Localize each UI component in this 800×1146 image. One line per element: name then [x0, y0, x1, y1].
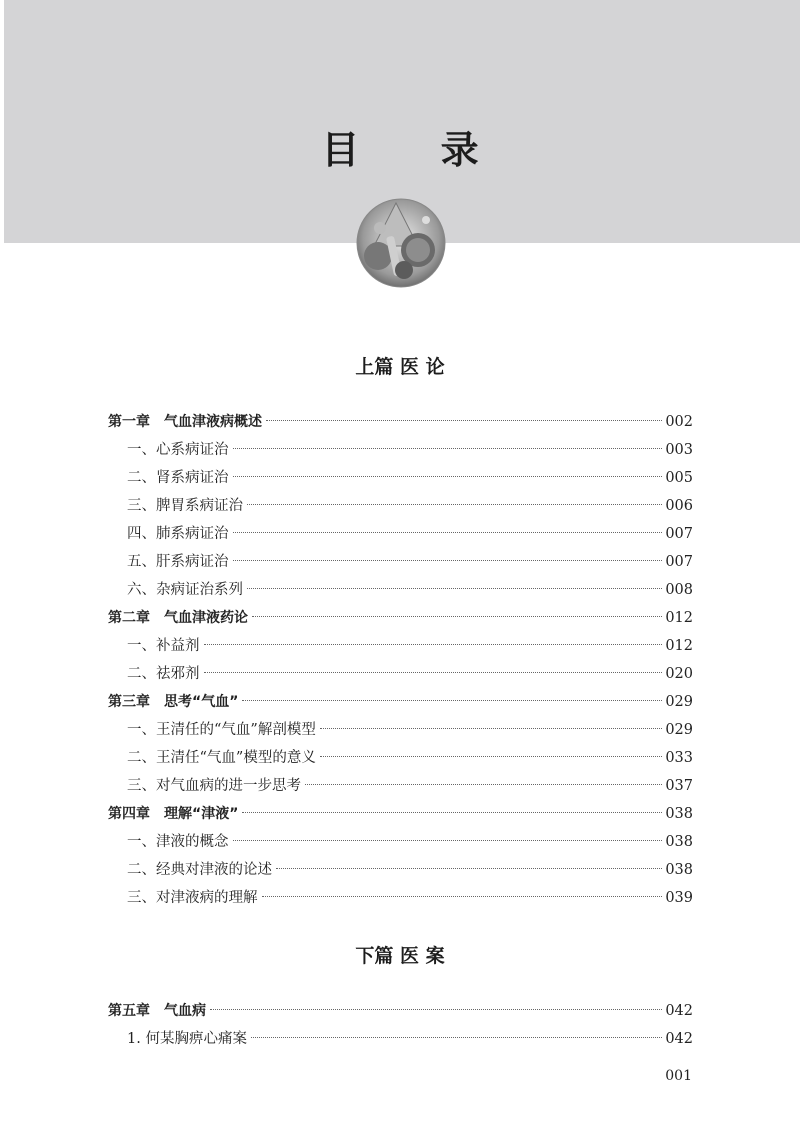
- toc-chapter-entry[interactable]: [108, 800, 693, 828]
- toc-entry-page: 039: [665, 890, 693, 906]
- toc-chapter-entry[interactable]: [108, 688, 693, 716]
- toc-entry-page: 038: [665, 862, 693, 878]
- toc-chapter-entry[interactable]: [108, 997, 693, 1025]
- toc-entry-page: 008: [665, 582, 693, 598]
- dot-leader: [204, 672, 663, 673]
- toc-entry-label: 一、王清任的“气血”解剖模型: [127, 722, 316, 738]
- toc-entry-label: 二、祛邪剂: [127, 666, 200, 682]
- toc-entry-label: 三、脾胃系病证治: [127, 498, 243, 514]
- toc-entry-label: 一、补益剂: [127, 638, 200, 654]
- toc-entry-page: 029: [665, 722, 693, 738]
- dot-leader: [242, 700, 662, 701]
- toc-chapter-entry[interactable]: [108, 408, 693, 436]
- dot-leader: [233, 532, 663, 533]
- toc-section-entry[interactable]: [108, 884, 693, 912]
- toc-section-entry[interactable]: [108, 492, 693, 520]
- toc-entry-label: 第三章 思考“气血”: [108, 694, 239, 710]
- toc-entry-page: 042: [665, 1003, 693, 1019]
- dot-leader: [276, 868, 662, 869]
- dot-leader: [233, 560, 663, 561]
- toc-entry-page: 037: [665, 778, 693, 794]
- toc-entry-page: 003: [665, 442, 693, 458]
- toc-entry-page: 007: [665, 554, 693, 570]
- toc-section-entry[interactable]: [108, 464, 693, 492]
- toc-section-entry[interactable]: [108, 716, 693, 744]
- dot-leader: [210, 1009, 662, 1010]
- toc-section-entry[interactable]: [108, 744, 693, 772]
- dot-leader: [262, 896, 663, 897]
- dot-leader: [320, 728, 662, 729]
- toc-entry-label: 1. 何某胸痹心痛案: [127, 1031, 247, 1047]
- toc-entry-page: 007: [665, 526, 693, 542]
- toc-section-entry[interactable]: [108, 828, 693, 856]
- dot-leader: [305, 784, 662, 785]
- toc-section-entry[interactable]: [108, 520, 693, 548]
- toc-section-entry[interactable]: [108, 1025, 693, 1053]
- toc-entry-label: 二、经典对津液的论述: [127, 862, 272, 878]
- toc-entry-label: 第一章 气血津液病概述: [108, 414, 262, 430]
- toc-entry-page: 012: [665, 610, 693, 626]
- toc-entry-label: 第五章 气血病: [108, 1003, 206, 1019]
- toc-entry-label: 二、王清任“气血”模型的意义: [127, 750, 316, 766]
- toc-list-part-one: [108, 408, 693, 912]
- toc-entry-page: 002: [665, 414, 693, 430]
- dot-leader: [247, 588, 662, 589]
- toc-entry-page: 038: [665, 834, 693, 850]
- dot-leader: [266, 420, 662, 421]
- dot-leader: [242, 812, 662, 813]
- toc-list-part-two: [108, 997, 693, 1053]
- dot-leader: [320, 756, 662, 757]
- toc-entry-page: 042: [665, 1031, 693, 1047]
- toc-entry-label: 第四章 理解“津液”: [108, 806, 239, 822]
- toc-entry-label: 四、肺系病证治: [127, 526, 229, 542]
- page-title: 目 录: [321, 127, 513, 172]
- section-title-part-two: 下篇 医 案: [355, 945, 445, 967]
- toc-section-entry[interactable]: [108, 548, 693, 576]
- herbal-medicine-emblem: [356, 198, 446, 288]
- toc-entry-page: 012: [665, 638, 693, 654]
- toc-section-entry[interactable]: [108, 436, 693, 464]
- toc-entry-label: 五、肝系病证治: [127, 554, 229, 570]
- toc-section-entry[interactable]: [108, 576, 693, 604]
- dot-leader: [204, 644, 663, 645]
- dot-leader: [251, 1037, 662, 1038]
- toc-section-entry[interactable]: [108, 660, 693, 688]
- page-number: 001: [665, 1068, 692, 1084]
- toc-entry-page: 029: [665, 694, 693, 710]
- toc-section-entry[interactable]: [108, 772, 693, 800]
- dot-leader: [233, 840, 663, 841]
- toc-entry-page: 038: [665, 806, 693, 822]
- toc-entry-label: 三、对津液病的理解: [127, 890, 258, 906]
- toc-entry-label: 第二章 气血津液药论: [108, 610, 248, 626]
- toc-entry-label: 二、肾系病证治: [127, 470, 229, 486]
- dot-leader: [252, 616, 662, 617]
- toc-chapter-entry[interactable]: [108, 604, 693, 632]
- toc-entry-page: 005: [665, 470, 693, 486]
- dot-leader: [233, 448, 663, 449]
- toc-entry-page: 033: [665, 750, 693, 766]
- toc-entry-label: 六、杂病证治系列: [127, 582, 243, 598]
- toc-entry-label: 三、对气血病的进一步思考: [127, 778, 301, 794]
- toc-entry-label: 一、津液的概念: [127, 834, 229, 850]
- dot-leader: [233, 476, 663, 477]
- toc-entry-page: 020: [665, 666, 693, 682]
- toc-entry-label: 一、心系病证治: [127, 442, 229, 458]
- toc-entry-page: 006: [665, 498, 693, 514]
- dot-leader: [247, 504, 662, 505]
- toc-section-entry[interactable]: [108, 632, 693, 660]
- toc-section-entry[interactable]: [108, 856, 693, 884]
- section-title-part-one: 上篇 医 论: [355, 356, 445, 378]
